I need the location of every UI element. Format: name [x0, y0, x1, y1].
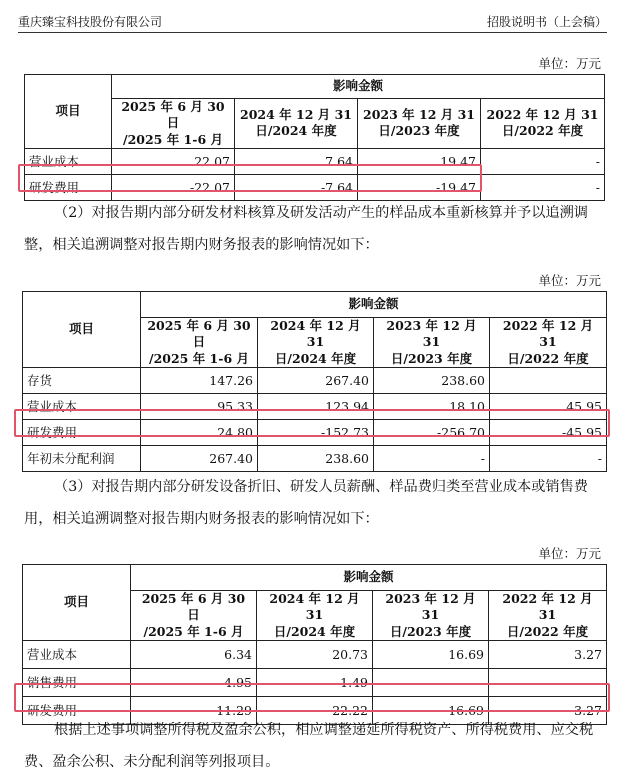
cell-value: 6.34 — [131, 640, 257, 668]
paragraph-3: （3）对报告期内部分研发设备折旧、研发人员薪酬、样品费归类至营业成本或销售费用，相关追溯调整对报告期内财务报表的影响情况如下： — [24, 479, 588, 527]
period-header: 2025 年 6 月 30 日 /2025 年 1-6 月 — [141, 318, 258, 368]
table-row — [23, 668, 607, 696]
row-item: 销售费用 — [23, 668, 131, 696]
cell-value: 22.07 — [112, 148, 235, 174]
col-group-header: 影响金额 — [141, 292, 607, 318]
page-header — [18, 10, 607, 33]
period-header: 2023 年 12 月 31 日/2023 年度 — [358, 99, 481, 149]
row-item: 存货 — [23, 367, 141, 393]
table-row — [23, 445, 607, 471]
cell-value: 4.95 — [131, 668, 257, 696]
period-header: 2025 年 6 月 30 日 /2025 年 1-6 月 — [131, 591, 257, 641]
unit-label-3: 单位：万元 — [538, 546, 601, 561]
cell-value: 18.10 — [374, 393, 490, 419]
cell-value: - — [481, 174, 605, 200]
period-header: 2023 年 12 月 31 日/2023 年度 — [373, 591, 489, 641]
row-item: 营业成本 — [23, 393, 141, 419]
table-row — [25, 148, 605, 174]
cell-value: 267.40 — [141, 445, 258, 471]
col-item-header: 项目 — [23, 565, 131, 641]
row-item: 研发费用 — [23, 419, 141, 445]
col-item-header: 项目 — [23, 292, 141, 368]
paragraph-2: （2）对报告期内部分研发材料核算及研发活动产生的样品成本重新核算并予以追溯调整，相关追溯调整对报告期内财务报表的影响情况如下： — [24, 205, 588, 253]
cell-value: 123.94 — [258, 393, 374, 419]
table-row — [23, 640, 607, 668]
cell-value: - — [374, 445, 490, 471]
row-item: 研发费用 — [25, 174, 112, 200]
table-1 — [24, 74, 605, 201]
table-2 — [22, 291, 607, 472]
cell-value: -152.73 — [258, 419, 374, 445]
cell-value: -45.95 — [490, 419, 607, 445]
cell-value: -16.69 — [373, 696, 489, 724]
cell-value: 1.49 — [257, 668, 373, 696]
period-header: 2025 年 6 月 30 日 /2025 年 1-6 月 — [112, 99, 235, 149]
cell-value: - — [490, 445, 607, 471]
table-row — [23, 367, 607, 393]
cell-value: 3.27 — [489, 640, 607, 668]
cell-value: 7.64 — [235, 148, 358, 174]
paragraph-4: 根据上述事项调整所得税及盈余公积，相应调整递延所得税资产、所得税费用、应交税费、盈余公积、未分配利润等列报项目。 — [24, 722, 594, 770]
cell-value — [490, 367, 607, 393]
unit-label-2: 单位：万元 — [538, 273, 601, 288]
cell-value: -256.70 — [374, 419, 490, 445]
document-title: 招股说明书（上会稿） — [486, 15, 607, 29]
period-header: 2024 年 12 月 31 日/2024 年度 — [257, 591, 373, 641]
cell-value: 267.40 — [258, 367, 374, 393]
row-item: 研发费用 — [23, 696, 131, 724]
col-group-header: 影响金额 — [131, 565, 607, 591]
row-item: 营业成本 — [25, 148, 112, 174]
cell-value: 16.69 — [373, 640, 489, 668]
unit-label-1: 单位：万元 — [538, 56, 601, 71]
cell-value: -22.22 — [257, 696, 373, 724]
cell-value: -19.47 — [358, 174, 481, 200]
table-3 — [22, 564, 607, 725]
cell-value: 238.60 — [258, 445, 374, 471]
period-header: 2022 年 12 月 31 日/2022 年度 — [481, 99, 605, 149]
cell-value: 45.95 — [490, 393, 607, 419]
cell-value: 20.73 — [257, 640, 373, 668]
period-header: 2024 年 12 月 31 日/2024 年度 — [258, 318, 374, 368]
cell-value: - — [489, 668, 607, 696]
cell-value: 19.47 — [358, 148, 481, 174]
cell-value: -22.07 — [112, 174, 235, 200]
company-name: 重庆臻宝科技股份有限公司 — [18, 15, 163, 29]
cell-value: 95.33 — [141, 393, 258, 419]
table-row — [23, 419, 607, 445]
period-header: 2022 年 12 月 31 日/2022 年度 — [490, 318, 607, 368]
cell-value: -7.64 — [235, 174, 358, 200]
row-item: 营业成本 — [23, 640, 131, 668]
cell-value: 24.80 — [141, 419, 258, 445]
cell-value: -11.29 — [131, 696, 257, 724]
col-item-header: 项目 — [25, 75, 112, 149]
cell-value: -3.27 — [489, 696, 607, 724]
period-header: 2024 年 12 月 31 日/2024 年度 — [235, 99, 358, 149]
period-header: 2022 年 12 月 31 日/2022 年度 — [489, 591, 607, 641]
row-item: 年初未分配利润 — [23, 445, 141, 471]
cell-value: 147.26 — [141, 367, 258, 393]
cell-value: - — [481, 148, 605, 174]
col-group-header: 影响金额 — [112, 75, 605, 99]
cell-value: - — [373, 668, 489, 696]
table-row — [23, 393, 607, 419]
period-header: 2023 年 12 月 31 日/2023 年度 — [374, 318, 490, 368]
cell-value: 238.60 — [374, 367, 490, 393]
